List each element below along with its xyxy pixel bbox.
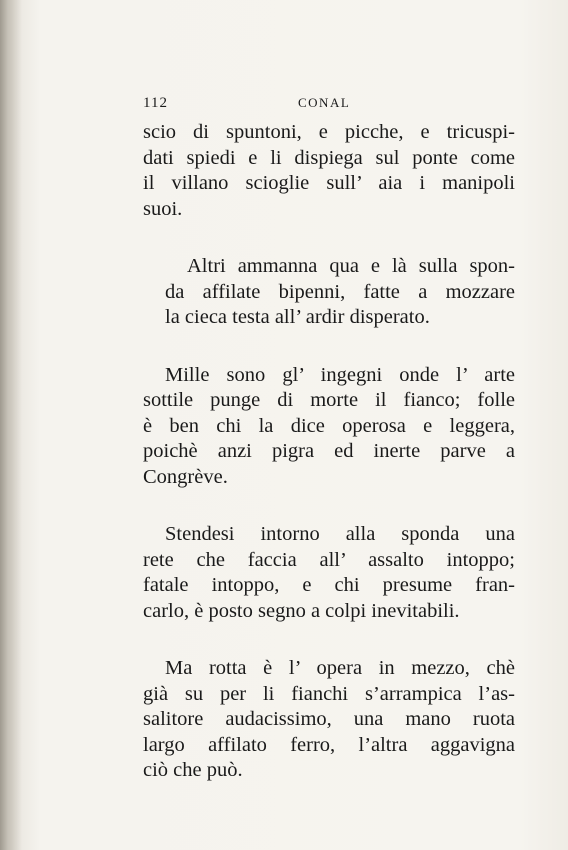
paragraph-5	[143, 656, 515, 784]
text-line: sottile punge di morte il fianco; folle	[143, 389, 515, 411]
text-line: largo affilato ferro, l’altra aggavigna	[143, 733, 515, 756]
paragraph-1	[143, 120, 515, 222]
paragraph-2	[143, 254, 515, 331]
text-line: poichè anzi pigra ed inerte parve a	[143, 440, 515, 462]
page-number: 112	[143, 95, 168, 111]
text-line: Ma rotta è l’ opera in mezzo, chè	[165, 657, 515, 679]
text-line: è ben chi la dice operosa e leggera,	[143, 414, 515, 437]
text-line: dati spiedi e li dispiega sul ponte come	[143, 146, 515, 169]
paragraph-4	[143, 522, 515, 624]
text-line: il villano scioglie sull’ aia i manipoli	[143, 172, 515, 194]
text-line: salitore audacissimo, una mano ruota	[143, 708, 515, 730]
running-title: CONAL	[298, 95, 351, 110]
text-line: ciò che può.	[143, 759, 243, 781]
text-line: Mille sono gl’ ingegni onde l’ arte	[165, 363, 515, 386]
page-header	[143, 95, 523, 117]
text-line: Stendesi intorno alla sponda una	[165, 523, 515, 545]
text-line: da affilate bipenni, fatte a mozzare	[165, 280, 515, 303]
paragraph-3	[143, 363, 515, 491]
text-line: la cieca testa all’ ardir disperato.	[165, 306, 430, 328]
body-text	[143, 120, 515, 816]
text-line: già su per li fianchi s’arrampica l’as-	[143, 682, 515, 705]
text-line: rete che faccia all’ assalto intoppo;	[143, 548, 515, 571]
text-line: Congrève.	[143, 465, 228, 488]
text-line: fatale intoppo, e chi presume fran-	[143, 574, 515, 596]
text-line: carlo, è posto segno a colpi inevitabili.	[143, 599, 460, 622]
text-line: Altri ammanna qua e là sulla spon-	[187, 255, 515, 277]
page-spine-shadow	[0, 0, 22, 850]
text-line: scio di spuntoni, e picche, e tricuspi-	[143, 121, 515, 143]
text-line: suoi.	[143, 197, 183, 220]
